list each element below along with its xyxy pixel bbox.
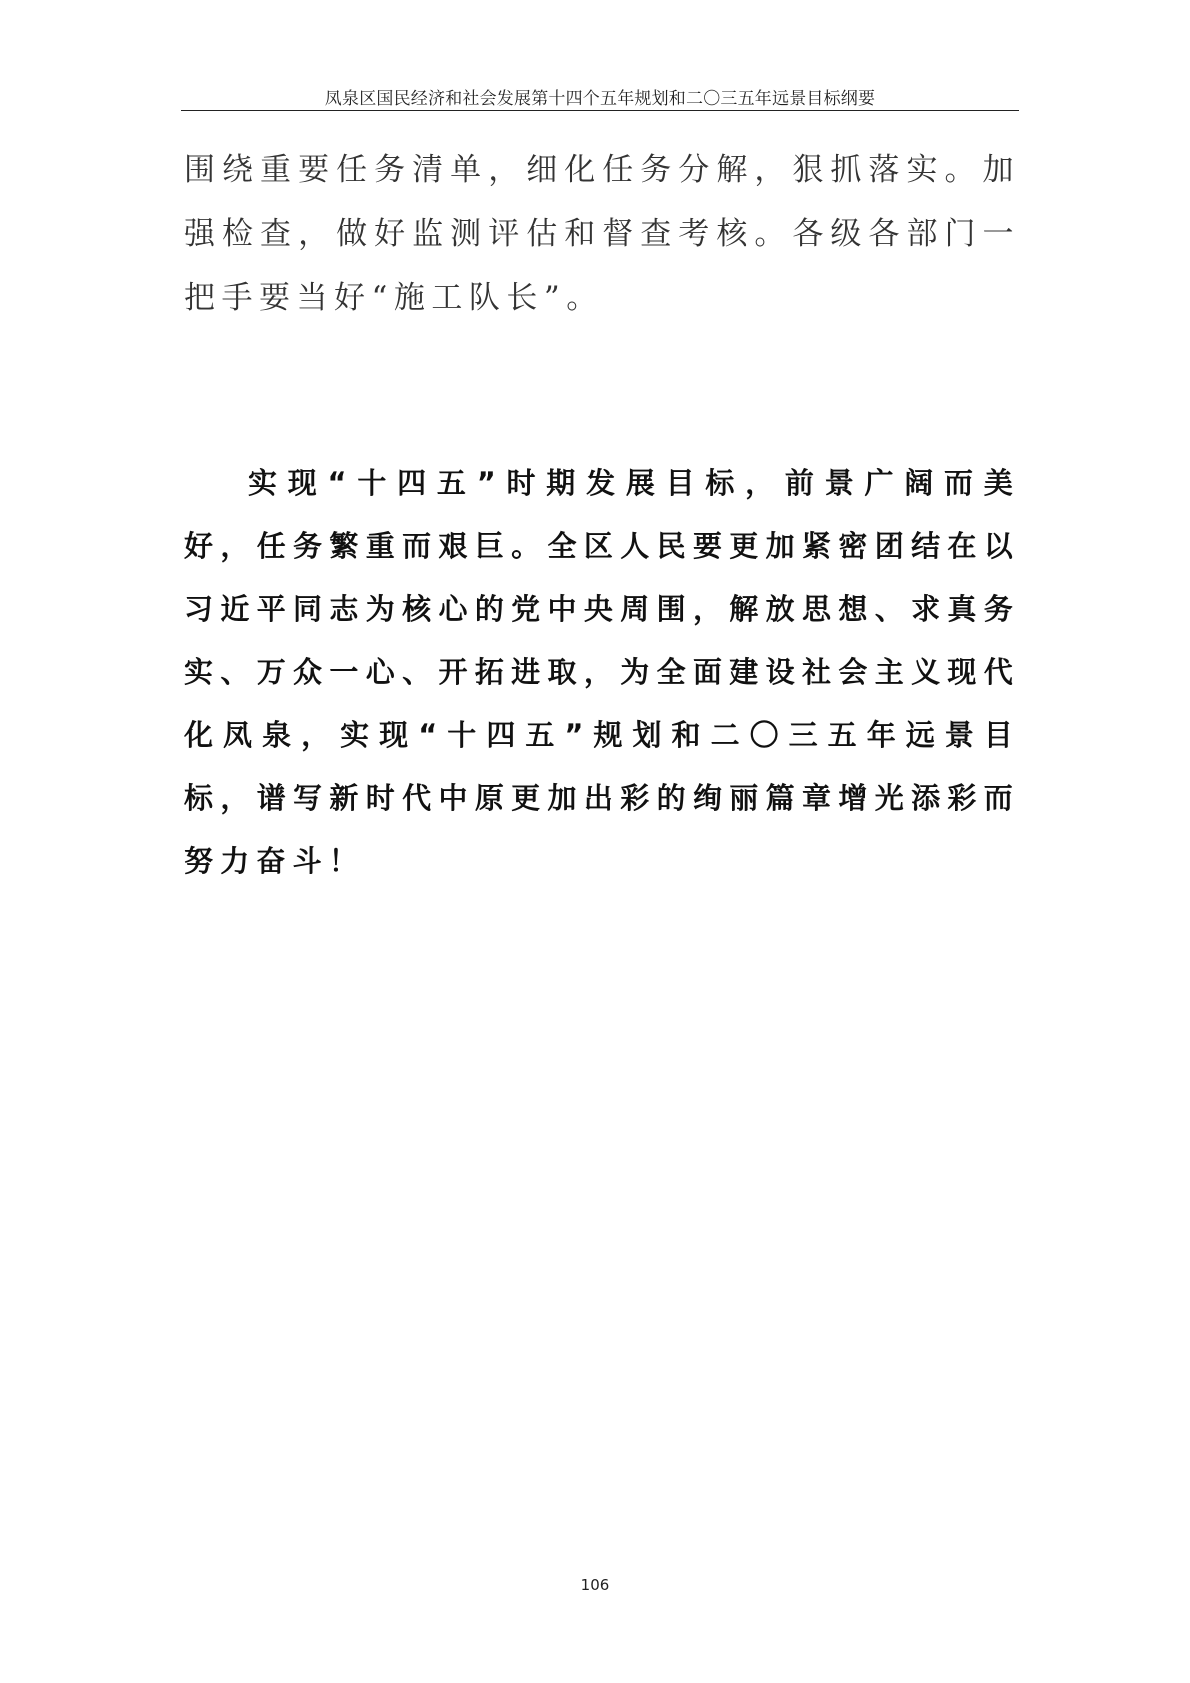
page-number: 106 (580, 1576, 610, 1594)
header-divider (181, 110, 1019, 111)
running-header: 凤泉区国民经济和社会发展第十四个五年规划和二〇三五年远景目标纲要 (324, 89, 876, 109)
body-paragraph-conclusion: 实现“十四五”时期发展目标，前景广阔而美好，任务繁重而艰巨。全区人民要更加紧密团结在以习近平同志为核心的党中央周围，解放思想、求真务实、万众一心、开拓进取，为全面建设社会主义现代化凤泉，实现“十四五”规划和二〇三五年远景目标，谱写新时代中原更加出彩的绚丽篇章增光添彩而努力奋斗！ (184, 466, 1020, 878)
body-paragraph-continued: 围绕重要任务清单，细化任务分解，狠抓落实。加强检查，做好监测评估和督查考核。各级各部门一把手要当好“施工队长”。 (184, 152, 1020, 316)
